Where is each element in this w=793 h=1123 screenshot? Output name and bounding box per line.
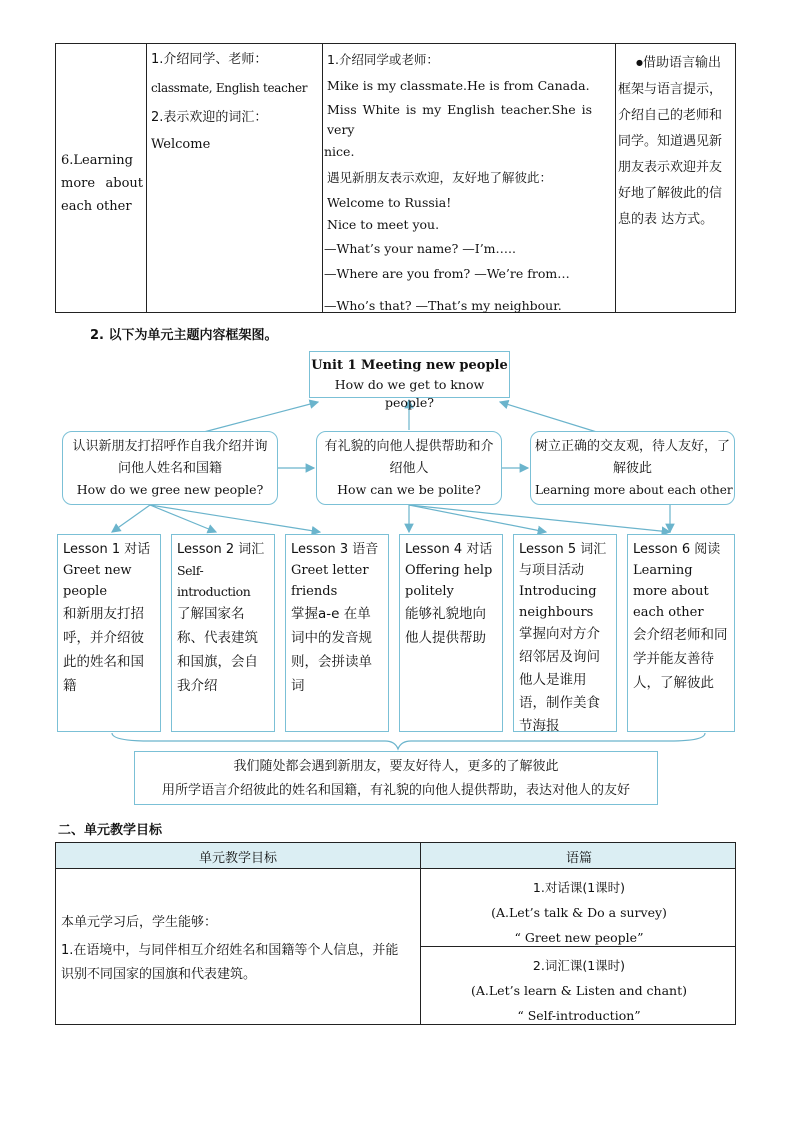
theme-text: 树立正确的交友观，待人友好，了解彼此 xyxy=(535,439,731,476)
section-heading: 二、单元教学目标 xyxy=(58,823,163,838)
lesson-box-6 xyxy=(627,534,735,732)
unit-objectives-table xyxy=(55,842,736,1025)
vocab-line: Welcome xyxy=(151,137,211,152)
lesson-topic: Greet new people xyxy=(63,563,132,599)
summary-box xyxy=(134,751,658,805)
bullet-icon: ● xyxy=(636,58,643,67)
strategy-text: 借助语言输出框架与语言提示，介绍自己的老师和同学。知道遇见新朋友表示欢迎并友好地了解彼此的信息的表 达方式。 xyxy=(618,55,723,227)
summary-line: 我们随处都会遇到新朋友，要友好待人，更多的了解彼此 xyxy=(233,759,559,774)
lesson-topic: Offering help politely xyxy=(405,563,493,599)
sentence-line: Miss White is my English teacher.She is very xyxy=(327,102,593,137)
theme-question: How can we be polite? xyxy=(337,482,481,497)
lesson-goal: 和新朋友打招呼，并介绍彼此的姓名和国籍 xyxy=(63,606,144,694)
text-lesson-2 xyxy=(421,953,737,1028)
lesson-type: 1.对话课(1课时) xyxy=(532,880,626,895)
lesson-title: Lesson 1 对话 xyxy=(63,542,151,557)
vocab-line: 2.表示欢迎的词汇： xyxy=(151,110,268,125)
lesson-title: Lesson 2 词汇 xyxy=(177,542,265,557)
lesson-box-3 xyxy=(285,534,389,732)
table-header xyxy=(56,843,735,869)
theme-question: Learning more about each other xyxy=(535,483,733,497)
lesson-topic: Learning more about each other xyxy=(633,563,709,620)
header-texts: 语篇 xyxy=(565,851,592,866)
lesson-goal: 掌握a-e 在单词中的发音规则，会拼读单词 xyxy=(291,606,372,694)
sentence-line: —Where are you from? —We’re from… xyxy=(324,266,570,281)
lesson-topic: Self-introduction xyxy=(177,563,251,599)
sentence-line: Nice to meet you. xyxy=(327,217,440,232)
theme-text: 认识新朋友打招呼作自我介绍并询问他人姓名和国籍 xyxy=(72,439,268,476)
sentence-line: —Who’s that? —That’s my neighbour. xyxy=(324,298,562,313)
lesson-name: “ Self-introduction” xyxy=(517,1008,641,1023)
unit-question: How do we get to know people? xyxy=(334,377,485,410)
lesson-goal: 掌握向对方介绍邻居及询问他人是谁用语，制作美食节海报 xyxy=(519,626,600,734)
theme-box-greeting xyxy=(62,431,278,505)
lesson-topic: Greet letter friends xyxy=(291,563,369,599)
theme-text: 有礼貌的向他人提供帮助和介绍他人 xyxy=(324,439,494,476)
lesson-activities: (A.Let’s talk & Do a survey) xyxy=(491,905,667,920)
theme-box-polite xyxy=(316,431,502,505)
sentence-line: nice. xyxy=(324,144,355,159)
lesson-topic: Introducing neighbours xyxy=(519,584,597,620)
lesson-activities: (A.Let’s learn & Listen and chant) xyxy=(471,983,687,998)
lesson-type: 2.词汇课(1课时) xyxy=(532,958,626,973)
vocab-line: 1.介绍同学、老师： xyxy=(151,52,268,67)
header-objectives: 单元教学目标 xyxy=(198,851,277,866)
sentence-line: —What’s your name? —I’m….. xyxy=(324,241,516,256)
summary-line: 用所学语言介绍彼此的姓名和国籍，有礼貌的向他人提供帮助，表达对他人的友好 xyxy=(161,783,630,798)
sentence-line: 遇见新朋友表示欢迎，友好地了解彼此： xyxy=(327,170,553,185)
lesson-goal: 了解国家名称、代表建筑和国旗，会自我介绍 xyxy=(177,606,258,694)
lesson-title: Lesson 5 词汇与项目活动 xyxy=(519,542,607,578)
lesson-box-4 xyxy=(399,534,503,732)
sentence-line: Welcome to Russia! xyxy=(327,195,452,210)
lesson-box-1 xyxy=(57,534,161,732)
objective-intro: 本单元学习后，学生能够： xyxy=(61,915,218,930)
lesson-title: Lesson 3 语音 xyxy=(291,542,379,557)
objectives-cell xyxy=(61,911,401,987)
sentence-line: 1.介绍同学或老师： xyxy=(327,52,439,67)
lesson-title: Lesson 4 对话 xyxy=(405,542,493,557)
lesson-box-2 xyxy=(171,534,275,732)
lesson-title: Lesson 6 阅读 xyxy=(633,542,721,557)
theme-question: How do we gree new people? xyxy=(76,482,264,497)
unit-title-box xyxy=(309,351,510,410)
lesson-box-5 xyxy=(513,534,617,732)
theme-box-friendship xyxy=(530,431,735,505)
lesson-name: “ Greet new people” xyxy=(514,930,644,945)
section-heading: 2. 以下为单元主题内容框架图。 xyxy=(90,328,278,343)
sentence-line: Mike is my classmate.He is from Canada. xyxy=(327,78,590,93)
lesson-goal: 能够礼貌地向他人提供帮助 xyxy=(405,606,486,646)
text-lesson-1 xyxy=(421,875,737,950)
lesson-goal: 会介绍老师和同学并能友善待人，了解彼此 xyxy=(633,627,728,691)
vocab-line: classmate, English teacher xyxy=(151,81,308,95)
lesson-title-cell: 6.Learning more about each other xyxy=(61,153,143,214)
objective-item: 1.在语境中，与同伴相互介绍姓名和国籍等个人信息，并能识别不同国家的国旗和代表建筑。 xyxy=(61,943,399,982)
unit-title: Unit 1 Meeting new people xyxy=(311,358,508,373)
